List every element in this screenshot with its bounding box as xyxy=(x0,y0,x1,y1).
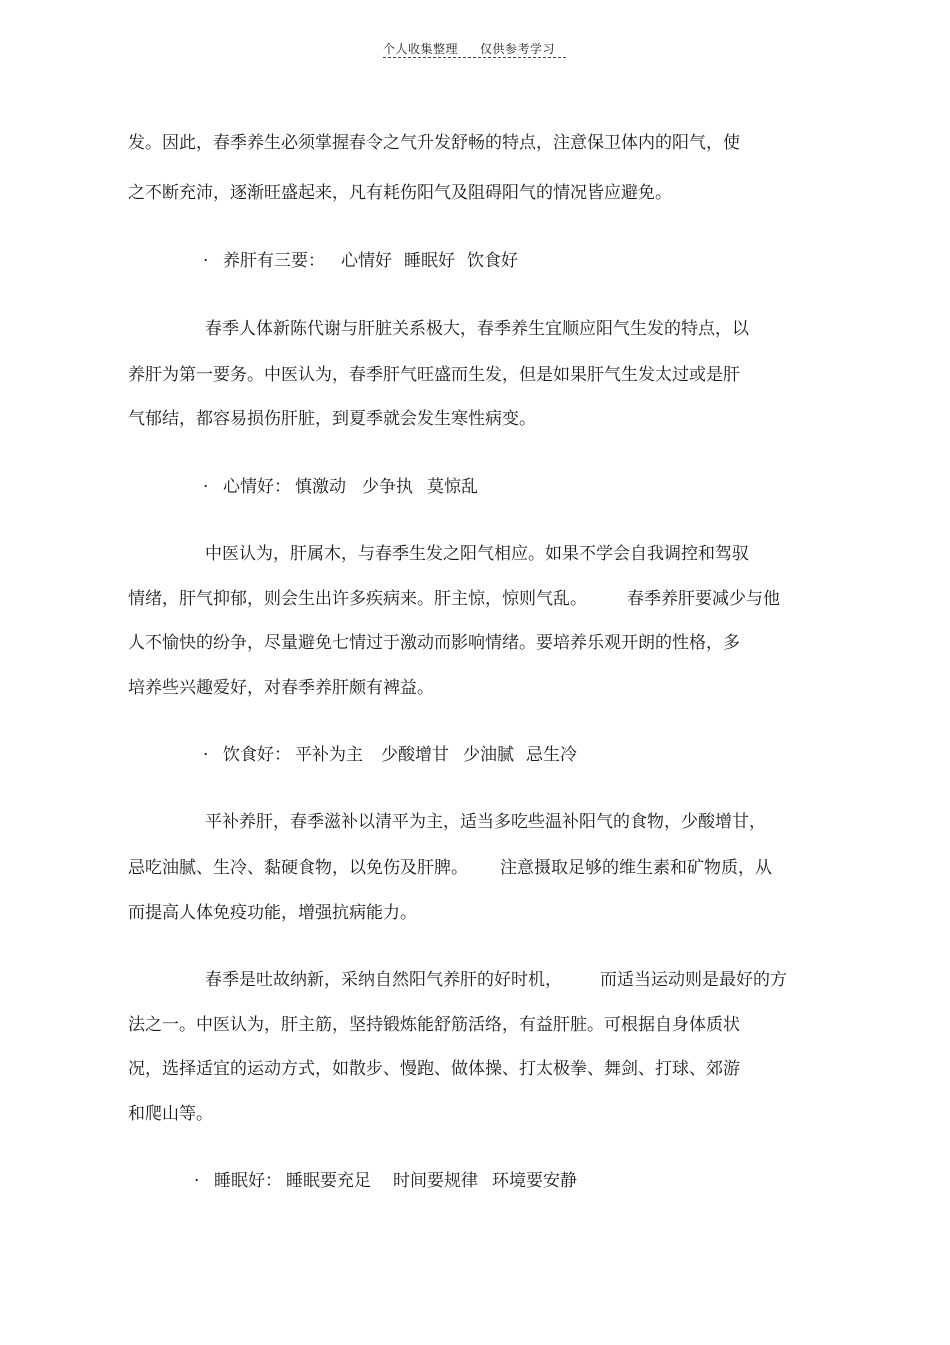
bullet-dot: · xyxy=(203,251,209,271)
heading-item: 少争执 xyxy=(362,477,413,497)
header-left-text: 个人收集整理 xyxy=(383,42,459,56)
heading-item: 饮食好 xyxy=(467,251,518,271)
paragraph-segment: 而适当运动则是最好的方 xyxy=(600,970,787,990)
heading-item: 心情好 xyxy=(341,251,392,271)
paragraph-segment: 注意摄取足够的维生素和矿物质，从 xyxy=(500,858,772,878)
paragraph-line: 人不愉快的纷争，尽量避免七情过于激动而影响情绪。要培养乐观开朗的性格，多 xyxy=(128,633,740,653)
paragraph-line: 养肝为第一要务。中医认为，春季肝气旺盛而生发，但是如果肝气生发太过或是肝 xyxy=(128,365,740,385)
heading-item: 平补为主 xyxy=(295,745,363,765)
header-right-text: 仅供参考学习 xyxy=(480,42,556,56)
heading-item: 睡眠要充足 xyxy=(286,1171,371,1191)
page-header xyxy=(383,40,555,57)
paragraph-line: 中医认为，肝属木，与春季生发之阳气相应。如果不学会自我调控和驾驭 xyxy=(205,544,749,564)
bullet-heading xyxy=(203,476,478,498)
paragraph-segment: 春季是吐故纳新，采纳自然阳气养肝的好时机， xyxy=(205,970,562,990)
header-rule xyxy=(383,57,566,58)
bullet-dot: · xyxy=(203,477,209,497)
heading-item: 睡眠好 xyxy=(404,251,455,271)
paragraph-line: 法之一。中医认为，肝主筋，坚持锻炼能舒筋活络，有益肝脏。可根据自身体质状 xyxy=(128,1015,740,1035)
bullet-heading xyxy=(203,744,577,766)
heading-label: 养肝有三要： xyxy=(223,251,325,271)
paragraph-line: 平补养肝，春季滋补以清平为主，适当多吃些温补阳气的食物，少酸增甘， xyxy=(205,812,766,832)
heading-item: 环境要安静 xyxy=(492,1171,577,1191)
bullet-dot: · xyxy=(194,1171,200,1191)
paragraph-segment: 春季养肝要减少与他 xyxy=(627,589,780,609)
heading-item: 慎激动 xyxy=(295,477,346,497)
paragraph-line: 培养些兴趣爱好，对春季养肝颇有裨益。 xyxy=(128,678,434,698)
bullet-dot: · xyxy=(203,745,209,765)
heading-label: 心情好： xyxy=(223,477,291,497)
paragraph-line: 气郁结，都容易损伤肝脏，到夏季就会发生寒性病变。 xyxy=(128,409,536,429)
paragraph-line: 春季人体新陈代谢与肝脏关系极大，春季养生宜顺应阳气生发的特点，以 xyxy=(205,319,749,339)
paragraph-line: 发。因此，春季养生必须掌握春令之气升发舒畅的特点，注意保卫体内的阳气，使 xyxy=(128,133,740,153)
heading-item: 莫惊乱 xyxy=(427,477,478,497)
heading-item: 忌生冷 xyxy=(526,745,577,765)
paragraph-line: 况，选择适宜的运动方式，如散步、慢跑、做体操、打太极拳、舞剑、打球、郊游 xyxy=(128,1059,740,1079)
bullet-heading xyxy=(203,250,518,272)
heading-item: 少酸增甘 xyxy=(381,745,449,765)
heading-item: 时间要规律 xyxy=(393,1171,478,1191)
paragraph-line: 之不断充沛，逐渐旺盛起来，凡有耗伤阳气及阻碍阳气的情况皆应避免。 xyxy=(128,183,672,203)
paragraph-line xyxy=(128,588,780,610)
bullet-heading xyxy=(194,1170,577,1192)
paragraph-line: 和爬山等。 xyxy=(128,1104,213,1124)
paragraph-line: 而提高人体免疫功能，增强抗病能力。 xyxy=(128,903,417,923)
heading-item: 少油腻 xyxy=(463,745,514,765)
heading-label: 睡眠好： xyxy=(214,1171,282,1191)
paragraph-segment: 忌吃油腻、生冷、黏硬食物，以免伤及肝脾。 xyxy=(128,858,468,878)
heading-label: 饮食好： xyxy=(223,745,291,765)
paragraph-line xyxy=(128,857,772,879)
paragraph-line xyxy=(205,969,787,991)
paragraph-segment: 情绪，肝气抑郁，则会生出许多疾病来。肝主惊，惊则气乱。 xyxy=(128,589,587,609)
